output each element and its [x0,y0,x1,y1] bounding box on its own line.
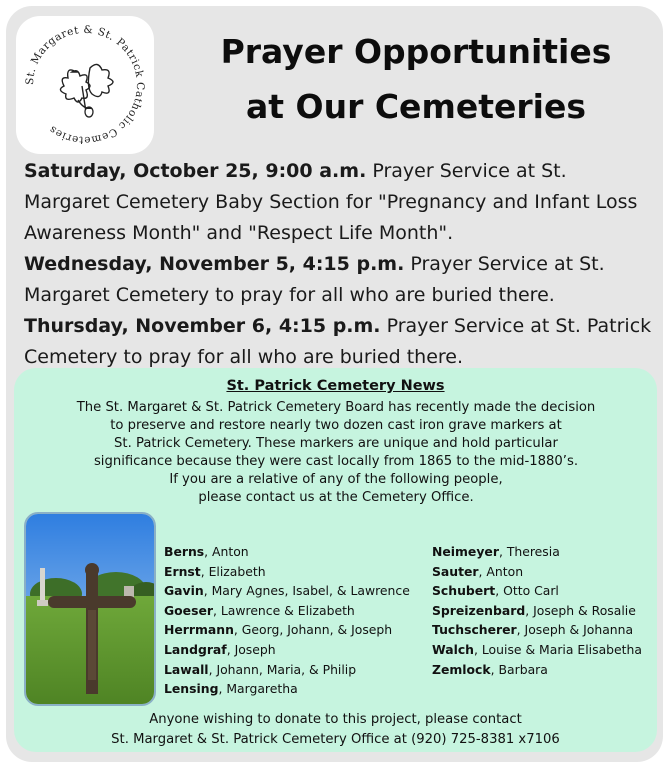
footer-contact-line: St. Margaret & St. Patrick Cemetery Office at (920) 725-8381 x7106 [111,732,560,747]
event-description: Prayer Service at St. Margaret Cemetery to pray for all who are buried there. [24,253,605,306]
list-item: Sauter, Anton [432,563,524,579]
list-item: Neimeyer, Theresia [432,544,560,559]
events-list [24,156,654,373]
event-date: Thursday, November 6, 4:15 p.m. [24,315,381,337]
oak-leaf-acorn-icon [16,16,154,154]
list-item: Goeser, Lawrence & Elizabeth [164,602,355,618]
cemetery-news-box [14,368,657,752]
list-item: Tuchscherer, Joseph & Johanna [432,622,634,638]
news-footer [14,710,657,750]
news-title: St. Patrick Cemetery News [226,378,445,394]
logo-ring-text: St. Margaret & St. Patrick Catholic Cemeteries [23,23,147,147]
title-line-1: Prayer Opportunities [220,32,612,71]
page-title [176,24,656,134]
news-body: The St. Margaret & St. Patrick Cemetery Board has recently made the decision to preserve and restore nearly two dozen cast iron grave markers at St. Patrick Cemetery. These markers are unique and hold particular significance because they were cast locally from 1865 to the mid-1880’s. If you are a relative of any of the following people, please contact us at the Cemetery Office. [76,400,596,505]
event-description: Prayer Service at St. Margaret Cemetery Baby Section for "Pregnancy and Infant Loss Awareness Month" and "Respect Life Month". [24,160,638,244]
names-column-right [432,542,642,679]
event-date: Wednesday, November 5, 4:15 p.m. [24,253,405,275]
event-date: Saturday, October 25, 9:00 a.m. [24,160,367,182]
list-item: Walch, Louise & Maria Elisabetha [432,641,642,657]
event-item [24,311,654,373]
event-item [24,249,654,311]
list-item: Ernst, Elizabeth [164,563,266,579]
names-column-left [164,542,410,699]
svg-text:St. Margaret & St. Patrick Cat [24,24,146,146]
event-description: Prayer Service at St. Patrick Cemetery to pray for all who are buried there. [24,315,652,368]
cast-iron-cross-photo [24,512,156,706]
flyer-card [6,6,663,762]
title-line-2: at Our Cemeteries [246,87,586,126]
list-item: Berns, Anton [164,544,249,559]
list-item: Lensing, Margaretha [164,681,298,697]
list-item: Schubert, Otto Carl [432,583,559,599]
list-item: Herrmann, Georg, Johann, & Joseph [164,622,393,638]
list-item: Lawall, Johann, Maria, & Philip [164,661,357,677]
list-item: Zemlock, Barbara [432,661,548,677]
list-item: Gavin, Mary Agnes, Isabel, & Lawrence [164,583,410,599]
list-item: Landgraf, Joseph [164,641,276,657]
footer-line-1: Anyone wishing to donate to this project, please contact [149,712,522,727]
list-item: Spreizenbard, Joseph & Rosalie [432,602,636,618]
event-item [24,156,654,249]
cemeteries-logo [16,16,154,154]
